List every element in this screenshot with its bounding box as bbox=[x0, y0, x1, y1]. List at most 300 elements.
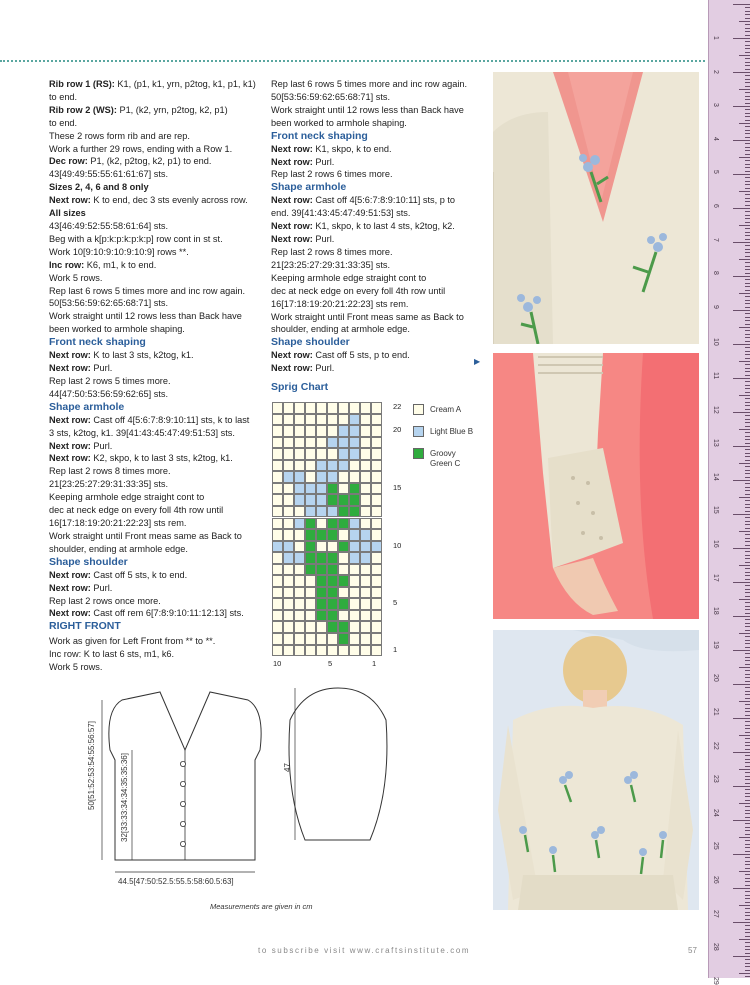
ruler-tick bbox=[745, 473, 750, 474]
ruler-tick bbox=[745, 704, 750, 705]
ruler-tick bbox=[745, 959, 750, 960]
chart-cell bbox=[349, 529, 360, 541]
ruler-tick bbox=[745, 490, 750, 491]
ruler-number: 25 bbox=[712, 842, 719, 851]
chart-cell bbox=[349, 575, 360, 587]
ruler-tick bbox=[745, 494, 750, 495]
instruction-label: Inc row: bbox=[49, 259, 85, 270]
chart-cell bbox=[327, 575, 338, 587]
ruler-tick bbox=[745, 460, 750, 461]
chart-cell bbox=[338, 598, 349, 610]
chart-cell bbox=[371, 506, 382, 518]
chart-cell bbox=[316, 414, 327, 426]
chart-cell bbox=[360, 645, 371, 657]
instruction-text: Work straight until 12 rows less than Back have bbox=[271, 104, 464, 115]
ruler-tick bbox=[739, 123, 750, 124]
chart-cell bbox=[316, 506, 327, 518]
ruler-tick bbox=[745, 52, 750, 53]
instruction-label: Next row: bbox=[49, 569, 91, 580]
instruction-text: to end. bbox=[49, 117, 78, 128]
ruler-tick bbox=[739, 89, 750, 90]
ruler-tick bbox=[745, 596, 750, 597]
chart-cell bbox=[305, 633, 316, 645]
chart-cell bbox=[294, 541, 305, 553]
chart-cell bbox=[305, 518, 316, 530]
instruction-text: K1, skpo, k to end. bbox=[312, 143, 392, 154]
chart-cell bbox=[294, 460, 305, 472]
instruction-text: Rep last 2 rows once more. bbox=[49, 595, 161, 606]
chart-cell bbox=[283, 425, 294, 437]
pattern-line bbox=[271, 194, 467, 207]
photo-back-view bbox=[493, 630, 699, 910]
instruction-label: Next row: bbox=[271, 221, 313, 232]
chart-cell bbox=[283, 633, 294, 645]
pattern-line bbox=[271, 168, 467, 181]
ruler-tick bbox=[739, 973, 750, 974]
pattern-line bbox=[49, 194, 256, 207]
ruler-tick bbox=[745, 45, 750, 46]
ruler-tick bbox=[745, 572, 750, 573]
chart-cell bbox=[272, 414, 283, 426]
ruler-tick bbox=[745, 256, 750, 257]
pattern-line bbox=[271, 207, 467, 220]
ruler-tick bbox=[745, 711, 750, 712]
ruler-tick bbox=[745, 375, 750, 376]
instruction-text: Cast off rem 6[7:8:9:10:11:12:13] sts. bbox=[90, 608, 244, 619]
ruler-tick bbox=[745, 534, 750, 535]
side-height-label: 32[33:33:34:34:35:35:36] bbox=[120, 753, 129, 842]
ruler-number: 13 bbox=[712, 439, 719, 447]
ruler-number: 8 bbox=[712, 271, 719, 276]
ruler-tick bbox=[745, 738, 750, 739]
ruler-tick bbox=[745, 619, 750, 620]
ruler-tick bbox=[745, 324, 750, 325]
instruction-text: Work 5 rows. bbox=[49, 272, 103, 283]
ruler-tick bbox=[739, 225, 750, 226]
instruction-text: Rep last 2 rows 5 times more. bbox=[49, 375, 171, 386]
ruler-tick bbox=[745, 150, 750, 151]
chart-cell bbox=[327, 437, 338, 449]
chart-row-label: 15 bbox=[393, 482, 402, 492]
ruler-tick bbox=[745, 558, 750, 559]
ruler-tick bbox=[745, 113, 750, 114]
ruler-tick bbox=[739, 803, 750, 804]
chart-cell bbox=[371, 402, 382, 414]
ruler-tick bbox=[745, 555, 750, 556]
chart-cell bbox=[338, 414, 349, 426]
ruler-tick bbox=[739, 293, 750, 294]
ruler-tick bbox=[745, 218, 750, 219]
instruction-label: Rib row 2 (WS): bbox=[49, 104, 117, 115]
ruler-tick bbox=[745, 65, 750, 66]
ruler-tick bbox=[739, 871, 750, 872]
instruction-label: Sizes 2, 4, 6 and 8 only bbox=[49, 182, 149, 193]
pattern-line bbox=[271, 143, 467, 156]
ruler-tick bbox=[745, 881, 750, 882]
chart-cell bbox=[371, 541, 382, 553]
pattern-line bbox=[49, 491, 256, 504]
pattern-line bbox=[49, 440, 256, 453]
ruler-tick bbox=[745, 245, 750, 246]
chart-cell bbox=[272, 645, 283, 657]
ruler-tick bbox=[745, 347, 750, 348]
ruler-tick bbox=[745, 354, 750, 355]
instruction-label: Next row: bbox=[49, 195, 91, 206]
pattern-line bbox=[49, 323, 256, 336]
ruler-number: 7 bbox=[712, 237, 719, 242]
instruction-label: Next row: bbox=[271, 143, 313, 154]
chart-cell bbox=[316, 402, 327, 414]
instruction-text: Purl. bbox=[90, 582, 113, 593]
ruler-tick bbox=[745, 664, 750, 665]
ruler-tick bbox=[733, 242, 750, 243]
chart-cell bbox=[272, 506, 283, 518]
ruler-tick bbox=[745, 351, 750, 352]
ruler-tick bbox=[745, 232, 750, 233]
chart-cell bbox=[305, 587, 316, 599]
ruler-tick bbox=[745, 677, 750, 678]
chart-cell bbox=[316, 460, 327, 472]
instruction-text: 43[46:49:52:55:58:61:64] sts. bbox=[49, 220, 169, 231]
ruler-tick bbox=[745, 388, 750, 389]
chart-cell bbox=[272, 448, 283, 460]
chart-cell bbox=[371, 564, 382, 576]
ruler-tick bbox=[745, 691, 750, 692]
ruler-tick bbox=[733, 72, 750, 73]
pattern-line bbox=[271, 298, 467, 311]
chart-cell bbox=[349, 471, 360, 483]
ruler-tick bbox=[745, 273, 750, 274]
chart-cell bbox=[349, 437, 360, 449]
pattern-line bbox=[49, 220, 256, 233]
button-marker bbox=[180, 841, 185, 846]
chart-cell bbox=[294, 494, 305, 506]
ruler-tick bbox=[745, 817, 750, 818]
ruler-tick bbox=[745, 517, 750, 518]
pattern-line bbox=[49, 285, 256, 298]
chart-cell bbox=[338, 402, 349, 414]
chart-cell bbox=[316, 564, 327, 576]
chart-cell bbox=[371, 425, 382, 437]
ruler-tick bbox=[745, 198, 750, 199]
ruler-tick bbox=[745, 222, 750, 223]
ruler-tick bbox=[745, 58, 750, 59]
chart-cell bbox=[338, 552, 349, 564]
ruler-tick bbox=[745, 772, 750, 773]
right-front-line: Work 5 rows. bbox=[49, 661, 103, 672]
chart-cell bbox=[338, 645, 349, 657]
ruler-tick bbox=[745, 579, 750, 580]
chart-cell bbox=[294, 402, 305, 414]
ruler-tick bbox=[745, 228, 750, 229]
ruler-tick bbox=[745, 405, 750, 406]
instruction-label: Next row: bbox=[49, 440, 91, 451]
subscribe-footer: to subscribe visit www.craftsinstitute.com bbox=[258, 946, 471, 955]
chart-cell bbox=[305, 483, 316, 495]
ruler-tick bbox=[739, 531, 750, 532]
instruction-label: Next row: bbox=[49, 363, 91, 374]
ruler-tick bbox=[745, 164, 750, 165]
ruler-tick bbox=[745, 942, 750, 943]
chart-cell bbox=[305, 541, 316, 553]
ruler-tick bbox=[745, 143, 750, 144]
page-number: 57 bbox=[688, 946, 697, 955]
ruler-tick bbox=[733, 616, 750, 617]
instruction-text: dec at neck edge on every foll 4th row until bbox=[271, 285, 446, 296]
chart-cell bbox=[316, 598, 327, 610]
chart-cell bbox=[327, 414, 338, 426]
chart-cell bbox=[338, 518, 349, 530]
ruler-tick bbox=[745, 725, 750, 726]
instruction-text: been worked to armhole shaping. bbox=[49, 324, 185, 335]
measuring-ruler bbox=[708, 0, 750, 985]
instruction-text: Purl. bbox=[312, 156, 335, 167]
ruler-tick bbox=[745, 698, 750, 699]
chart-cell bbox=[283, 552, 294, 564]
chart-cell bbox=[294, 414, 305, 426]
ruler-number: 10 bbox=[712, 338, 719, 347]
ruler-tick bbox=[745, 878, 750, 879]
chart-row-label: 20 bbox=[393, 425, 402, 435]
chart-cell bbox=[360, 621, 371, 633]
instruction-text: Rep last 2 rows 6 times more. bbox=[271, 169, 393, 180]
ruler-tick bbox=[745, 466, 750, 467]
chart-cell bbox=[327, 425, 338, 437]
chart-cell bbox=[305, 460, 316, 472]
ruler-tick bbox=[739, 21, 750, 22]
ruler-tick bbox=[739, 395, 750, 396]
instruction-label: Next row: bbox=[49, 608, 91, 619]
instruction-text: Keeping armhole edge straight cont to bbox=[271, 272, 427, 283]
chart-col-label: 10 bbox=[273, 659, 282, 669]
chart-cell bbox=[305, 506, 316, 518]
ruler-tick bbox=[745, 130, 750, 131]
chart-cell bbox=[294, 552, 305, 564]
chart-cell bbox=[283, 598, 294, 610]
pattern-line bbox=[271, 78, 467, 91]
right-front-section bbox=[49, 620, 215, 674]
pattern-line bbox=[49, 181, 256, 194]
ruler-tick bbox=[745, 31, 750, 32]
ruler-tick bbox=[745, 470, 750, 471]
pattern-line bbox=[49, 427, 256, 440]
ruler-tick bbox=[745, 575, 750, 576]
ruler-tick bbox=[745, 92, 750, 93]
ruler-tick bbox=[745, 779, 750, 780]
chart-cell bbox=[327, 402, 338, 414]
ruler-tick bbox=[745, 919, 750, 920]
ruler-tick bbox=[733, 480, 750, 481]
chart-cell bbox=[360, 529, 371, 541]
chart-cell bbox=[305, 575, 316, 587]
pattern-line bbox=[49, 207, 256, 220]
instruction-text: been worked to armhole shaping. bbox=[271, 117, 407, 128]
chart-row-label: 1 bbox=[393, 644, 398, 654]
ruler-tick bbox=[733, 140, 750, 141]
ruler-tick bbox=[745, 592, 750, 593]
ruler-tick bbox=[745, 154, 750, 155]
legend-swatch bbox=[413, 404, 424, 415]
instruction-text: Rep last 6 rows 5 times more and inc row again. bbox=[49, 285, 246, 296]
chart-cell bbox=[283, 471, 294, 483]
chart-cell bbox=[349, 518, 360, 530]
ruler-tick bbox=[745, 296, 750, 297]
ruler-tick bbox=[745, 504, 750, 505]
chart-cell bbox=[294, 425, 305, 437]
ruler-tick bbox=[745, 851, 750, 852]
ruler-tick bbox=[745, 874, 750, 875]
chart-cell bbox=[360, 494, 371, 506]
ruler-tick bbox=[745, 507, 750, 508]
chart-cell bbox=[316, 541, 327, 553]
chart-cell bbox=[294, 471, 305, 483]
ruler-tick bbox=[745, 18, 750, 19]
chart-cell bbox=[371, 529, 382, 541]
pattern-line bbox=[49, 143, 256, 156]
button-marker bbox=[180, 821, 185, 826]
pattern-line bbox=[271, 91, 467, 104]
chart-cell bbox=[360, 552, 371, 564]
ruler-tick bbox=[745, 810, 750, 811]
chart-cell bbox=[283, 564, 294, 576]
instruction-text: Rep last 2 rows 8 times more. bbox=[49, 466, 171, 477]
ruler-tick bbox=[745, 48, 750, 49]
ruler-tick bbox=[739, 55, 750, 56]
instruction-text: These 2 rows form rib and are rep. bbox=[49, 130, 190, 141]
instruction-text: K2, skpo, k to last 3 sts, k2tog, k1. bbox=[90, 453, 233, 464]
chart-cell bbox=[316, 610, 327, 622]
instruction-text: to end. bbox=[49, 91, 78, 102]
chart-cell bbox=[272, 529, 283, 541]
ruler-tick bbox=[733, 956, 750, 957]
pattern-line bbox=[49, 478, 256, 491]
instruction-text: K to last 3 sts, k2tog, k1. bbox=[90, 350, 194, 361]
ruler-tick bbox=[733, 718, 750, 719]
ruler-tick bbox=[733, 548, 750, 549]
chart-cell bbox=[349, 483, 360, 495]
ruler-tick bbox=[745, 551, 750, 552]
legend-label-line: Green C bbox=[430, 459, 461, 468]
ruler-tick bbox=[745, 62, 750, 63]
instruction-text: Purl. bbox=[90, 440, 113, 451]
chart-cell bbox=[272, 402, 283, 414]
chart-cell bbox=[338, 494, 349, 506]
ruler-tick bbox=[745, 589, 750, 590]
ruler-tick bbox=[745, 262, 750, 263]
ruler-tick bbox=[745, 249, 750, 250]
instruction-text: Cast off 4[5:6:7:8:9:10:11] sts, k to last bbox=[90, 414, 250, 425]
chart-cell bbox=[327, 448, 338, 460]
instruction-text: 43[49:49:55:55:61:61:67] sts. bbox=[49, 169, 169, 180]
ruler-tick bbox=[745, 449, 750, 450]
ruler-tick bbox=[745, 630, 750, 631]
ruler-tick bbox=[745, 368, 750, 369]
ruler-tick bbox=[745, 885, 750, 886]
ruler-tick bbox=[745, 793, 750, 794]
chart-cell bbox=[338, 471, 349, 483]
chart-cell bbox=[327, 621, 338, 633]
ruler-number: 26 bbox=[712, 876, 719, 884]
pattern-line bbox=[49, 530, 256, 543]
chart-cell bbox=[360, 425, 371, 437]
chart-cell bbox=[283, 483, 294, 495]
instruction-text: Work straight until 12 rows less than Back have bbox=[49, 311, 242, 322]
ruler-tick bbox=[733, 752, 750, 753]
ruler-tick bbox=[745, 511, 750, 512]
instruction-text: Work 10[9:10:9:10:9:10:9] rows **. bbox=[49, 246, 189, 257]
ruler-tick bbox=[739, 701, 750, 702]
chart-cell bbox=[283, 460, 294, 472]
ruler-tick bbox=[745, 320, 750, 321]
ruler-tick bbox=[745, 708, 750, 709]
instruction-text: Rep last 2 rows 8 times more. bbox=[271, 246, 393, 257]
ruler-tick bbox=[745, 847, 750, 848]
chart-cell bbox=[272, 425, 283, 437]
section-heading: Shape shoulder bbox=[49, 555, 128, 568]
body-height-label: 50[51:52:53:54:55:56:57] bbox=[87, 721, 96, 810]
ruler-number: 28 bbox=[712, 943, 719, 951]
ruler-tick bbox=[745, 647, 750, 648]
chart-cell bbox=[360, 460, 371, 472]
instruction-text: dec at neck edge on every foll 4th row until bbox=[49, 505, 224, 516]
ruler-tick bbox=[745, 116, 750, 117]
chart-cell bbox=[272, 518, 283, 530]
ruler-tick bbox=[733, 310, 750, 311]
ruler-number: 20 bbox=[712, 674, 719, 683]
ruler-tick bbox=[745, 776, 750, 777]
chart-cell bbox=[283, 437, 294, 449]
ruler-tick bbox=[745, 640, 750, 641]
ruler-number: 22 bbox=[712, 741, 719, 750]
chart-cell bbox=[283, 610, 294, 622]
chart-cell bbox=[371, 645, 382, 657]
pattern-line bbox=[271, 349, 467, 362]
ruler-tick bbox=[745, 609, 750, 610]
chart-cell bbox=[316, 633, 327, 645]
chart-cell bbox=[338, 425, 349, 437]
pattern-line bbox=[271, 311, 467, 324]
chart-cell bbox=[360, 518, 371, 530]
pattern-line bbox=[49, 130, 256, 143]
ruler-tick bbox=[745, 290, 750, 291]
chart-cell bbox=[316, 645, 327, 657]
ruler-tick bbox=[745, 755, 750, 756]
ruler-number: 24 bbox=[712, 808, 719, 817]
ruler-tick bbox=[745, 789, 750, 790]
chart-cell bbox=[305, 494, 316, 506]
ruler-number: 15 bbox=[712, 506, 719, 515]
pattern-line bbox=[49, 168, 256, 181]
ruler-number: 16 bbox=[712, 540, 719, 548]
legend-label bbox=[430, 427, 473, 437]
ruler-number: 6 bbox=[712, 204, 719, 208]
ruler-tick bbox=[733, 922, 750, 923]
instruction-label: Next row: bbox=[271, 195, 313, 206]
instruction-label: Next row: bbox=[271, 234, 313, 245]
ruler-tick bbox=[733, 820, 750, 821]
pattern-line bbox=[271, 117, 467, 130]
instruction-text: 44[47:50:53:56:59:62:65] sts. bbox=[49, 388, 169, 399]
ruler-tick bbox=[733, 650, 750, 651]
pattern-line bbox=[49, 91, 256, 104]
pattern-line bbox=[271, 156, 467, 169]
pattern-line bbox=[49, 582, 256, 595]
ruler-tick bbox=[745, 687, 750, 688]
chart-cell bbox=[349, 425, 360, 437]
ruler-tick bbox=[733, 276, 750, 277]
ruler-tick bbox=[745, 14, 750, 15]
instruction-text: K to end, dec 3 sts evenly across row. bbox=[90, 195, 248, 206]
